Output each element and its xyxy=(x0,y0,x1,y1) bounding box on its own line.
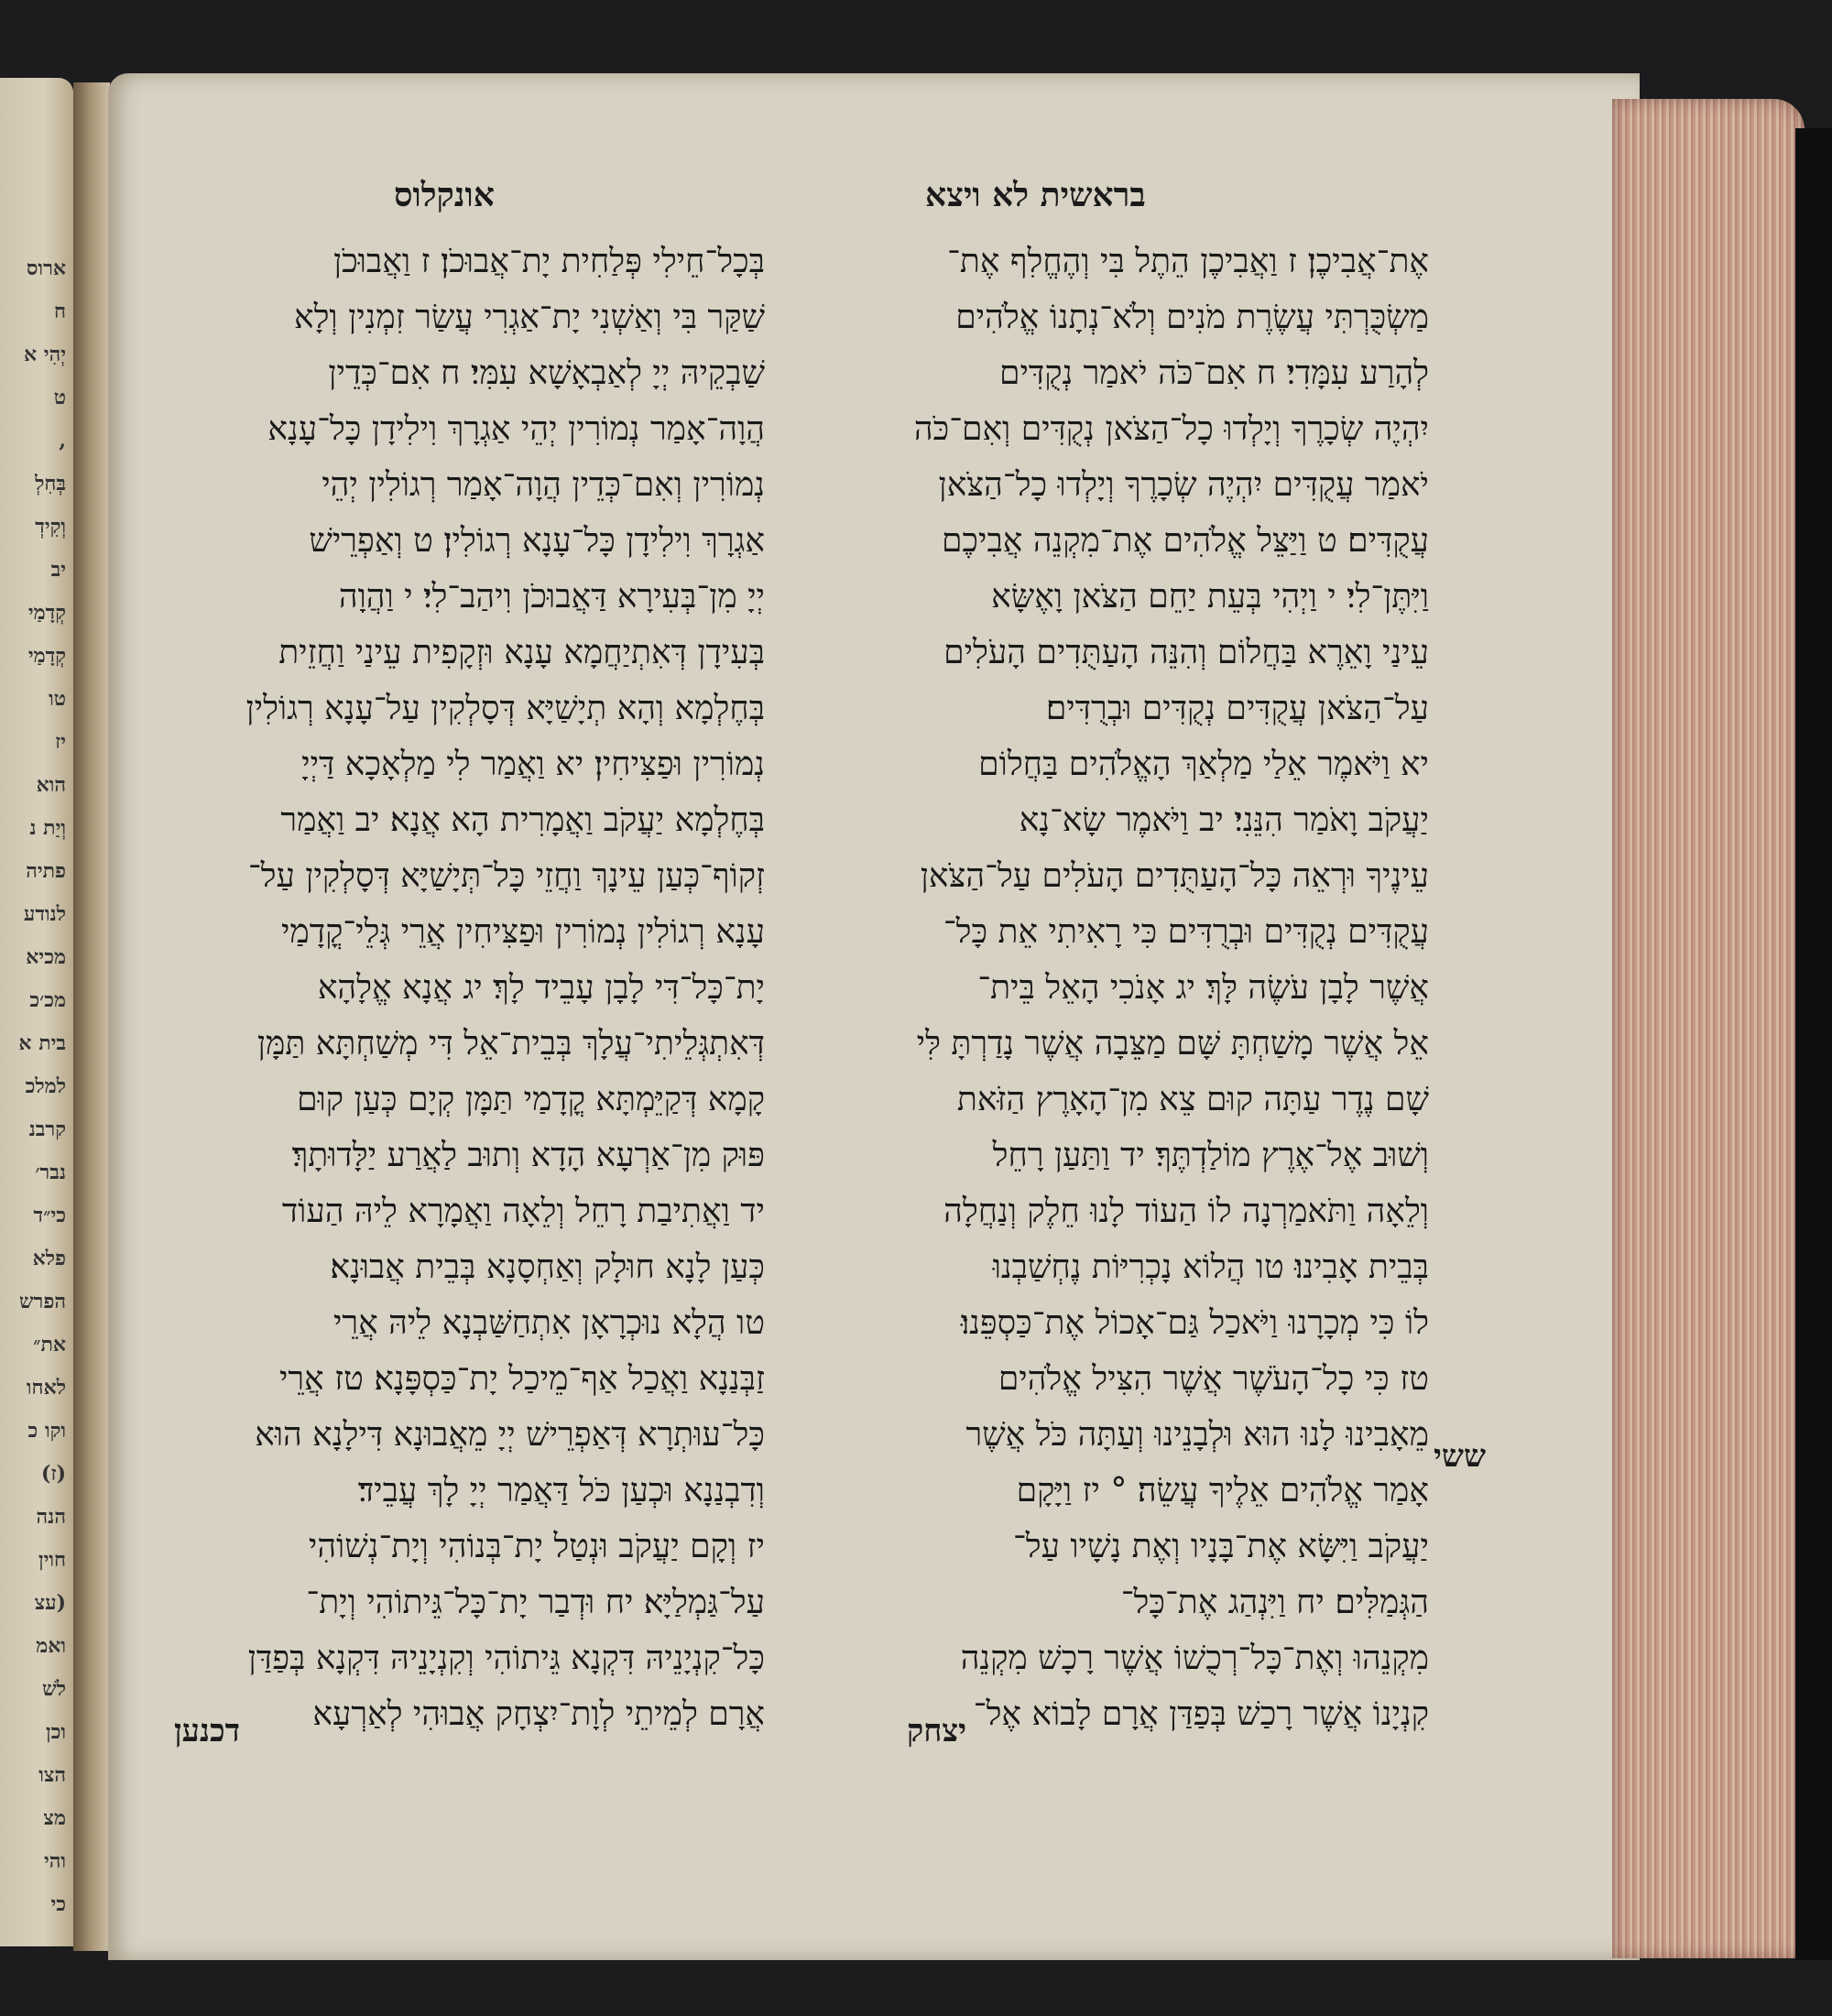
hebrew-text-line: עֲקֻדִּים׃ ט וַיַּצֵּל אֱלֹהִים אֶת־מִקְנֵה אֲבִיכֶם xyxy=(941,522,1429,560)
previous-page-fragment: כי xyxy=(50,1892,66,1916)
book-gutter xyxy=(73,82,110,1951)
aramaic-text-line: פּוּק מִן־אַרְעָא הָדָא וְתוּב לַאֲרַע יַלָּדוּתָךְ׃ xyxy=(291,1137,765,1174)
hebrew-text-line: לוֹ כִּי מְכָרָנוּ וַיֹּאכַל גַּם־אָכוֹל אֶת־כַּסְפֵּנוּ׃ xyxy=(960,1304,1429,1342)
hebrew-text-line: עֲקֻדִּים נְקֻדִּים וּבְרֻדִּים כִּי רָאִיתִי אֵת כָּל־ xyxy=(943,913,1429,951)
margin-note: ששי xyxy=(1434,1438,1487,1475)
previous-page-fragment: הפרש xyxy=(18,1290,66,1313)
aramaic-text-line: כָּל־קִנְיָנֵיהּ דִּקְנָא גֵּיתוֹהִי וְקִנְיָנֵיהּ דִּקְנָא בְּפַדַּן xyxy=(247,1640,765,1677)
hebrew-text-line: אָמַר אֱלֹהִים אֵלֶיךָ עֲשֵׂה׃ ° יז וַיָּקָם xyxy=(1016,1472,1429,1509)
previous-page-fragment: טו xyxy=(49,687,66,711)
previous-page-fragment: קְדָמַי xyxy=(27,644,66,668)
previous-page-fragment: את״ xyxy=(33,1333,66,1357)
aramaic-text-line: בְּכָל־חֵילִי פְּלַחִית יָת־אֲבוּכֹן׃ ז וַאֲבוּכֹן xyxy=(333,243,765,280)
running-header-left: אונקלוס xyxy=(394,176,495,214)
aramaic-text-line: הֲוָה־אָמַר נְמוֹרִין יְהֵי אַגְרָךְ וִילִידָן כָּל־עָנָא xyxy=(267,410,765,448)
aramaic-text-line: אֲרָם לְמֵיתֵי לְוָת־יִצְחָק אֲבוּהִי לְאַרְעָא xyxy=(312,1695,765,1733)
previous-page-fragment: למלכ xyxy=(25,1074,66,1098)
hebrew-text-line: עֵינֶיךָ וּרְאֵה כָּל־הָעַתֻּדִים הָעֹלִים עַל־הַצֹּאן xyxy=(920,857,1429,895)
hebrew-text-line: וַיִּתֶּן־לִי׃ י וַיְהִי בְּעֵת יַחֵם הַצֹּאן וָאֶשָּׂא xyxy=(991,578,1429,616)
hebrew-text-line: וְשׁוּב אֶל־אֶרֶץ מוֹלַדְתֶּךָ׃ יד וַתַּעַן רָחֵל xyxy=(992,1137,1429,1174)
previous-page-fragment: הוא xyxy=(36,773,66,797)
previous-page-fragment: פלא xyxy=(32,1247,66,1270)
aramaic-text-line: עַל־גַּמְלַיָּא׃ יח וּדְבַר יָת־כָּל־גֵּיתוֹהִי וְיָת־ xyxy=(306,1584,765,1621)
aramaic-text-line: יָת־כָּל־דִּי לָבָן עָבֵיד לָךְ׃ יג אֲנָא אֱלָהָא xyxy=(317,969,765,1007)
previous-page-fragment: וְיַת נ xyxy=(29,816,66,840)
previous-page-fragment: וקו כ xyxy=(27,1419,66,1443)
hebrew-text-line: מַשְׂכֻּרְתִּי עֲשֶׂרֶת מֹנִים וְלֹא־נְתָנוֹ אֱלֹהִים xyxy=(955,299,1429,336)
catchword-left: דכנען xyxy=(174,1713,240,1749)
aramaic-text-line: נְמוֹרִין וּפַצִּיחִין׃ יא וַאֲמַר לִי מַלְאָכָא דַּיְיָ xyxy=(301,746,765,783)
previous-page-fragment: מכיא xyxy=(26,945,66,969)
aramaic-text-line: בְּחֶלְמָא יַעֲקֹב וַאֲמָרִית הָא אֲנָא׃ יב וַאֲמַר xyxy=(280,801,765,839)
aramaic-text-line: שַׁבְקֵיהּ יְיָ לְאַבְאָשָׁא עִמִּי׃ ח אִם־כְּדֵין xyxy=(328,354,765,392)
hebrew-text-line: בְּבֵית אָבִינוּ׃ טו הֲלוֹא נָכְרִיּוֹת נֶחְשַׁבְנוּ xyxy=(992,1248,1429,1286)
previous-page-fragment: וְקִידְ xyxy=(35,515,66,539)
hebrew-text-line: קִנְיָנוֹ אֲשֶׁר רָכַשׁ בְּפַדַּן אֲרָם לָבוֹא אֶל־ xyxy=(973,1695,1429,1733)
previous-page-fragment: ואמ xyxy=(36,1634,66,1658)
hebrew-text-line: יִהְיֶה שְׂכָרֶךָ וְיָלְדוּ כָל־הַצֹּאן נְקֻדִּים וְאִם־כֹּה xyxy=(913,410,1429,448)
hebrew-text-line: עַל־הַצֹּאן עֲקֻדִּים נְקֻדִּים וּבְרֻדִּים׃ xyxy=(1045,690,1429,727)
previous-page-fragment: מכ׳כ xyxy=(29,988,66,1012)
hebrew-text-line: יא וַיֹּאמֶר אֵלַי מַלְאַךְ הָאֱלֹהִים בַּחֲלוֹם xyxy=(978,746,1429,783)
aramaic-text-line: יְיָ מִן־בְּעִירָא דַּאֲבוּכֹן וִיהַב־לִי׃ י וַהֲוָה xyxy=(338,578,765,616)
aramaic-text-line: נְמוֹרִין וְאִם־כְּדֵין הֲוָה־אָמַר רְגוֹלִין יְהֵי xyxy=(322,466,765,504)
previous-page-fragment: קְדָמַי xyxy=(27,601,66,625)
previous-page-fragment: לשׁ xyxy=(42,1677,66,1701)
aramaic-text-line: שַׁקַּר בִּי וְאַשְׁנִי יָת־אַגְרִי עֲשַׂר זִמְנִין וְלָא xyxy=(293,299,765,336)
aramaic-text-line: כְּעַן לָנָא חוּלָק וְאַחְסָנָא בְּבֵית אֲבוּנָא׃ xyxy=(330,1248,765,1286)
previous-page-fragment: ארוס xyxy=(26,256,66,280)
aramaic-text-line: וְדִבְנַנָא וּכְעַן כֹּל דַּאֲמַר יְיָ לָךְ עֲבֵיד׃ xyxy=(357,1472,765,1509)
page-block-edge xyxy=(1612,99,1805,1958)
previous-page-fragment: לנודע xyxy=(23,902,66,926)
previous-page-edge xyxy=(0,78,73,1946)
previous-page-fragment: מצ xyxy=(43,1806,66,1830)
aramaic-text-line: יז וְקָם יַעֲקֹב וּנְטַל יָת־בְּנוֹהִי וְיָת־נְשׁוֹהִי xyxy=(308,1528,765,1565)
hebrew-text-line: אֲשֶׁר לָבָן עֹשֶׂה לָּךְ׃ יג אָנֹכִי הָאֵל בֵּית־ xyxy=(977,969,1429,1007)
hebrew-text-line: מֵאָבִינוּ לָנוּ הוּא וּלְבָנֵינוּ וְעַתָּה כֹּל אֲשֶׁר xyxy=(965,1416,1429,1454)
hebrew-text-line: יֹאמַר עֲקֻדִּים יִהְיֶה שְׂכָרֶךָ וְיָלְדוּ כָל־הַצֹּאן xyxy=(938,466,1429,504)
previous-page-fragment: וכן xyxy=(46,1720,66,1744)
hebrew-text-line: אֶת־אֲבִיכֶן׃ ז וַאֲבִיכֶן הֵתֶל בִּי וְהֶחֱלִף אֶת־ xyxy=(947,243,1429,280)
previous-page-fragment: בית א xyxy=(18,1031,66,1055)
running-header-right: בראשית לא ויצא xyxy=(925,176,1146,214)
aramaic-text-line: כָּל־עוּתְרָא דְּאַפְרֵישׁ יְיָ מֵאֲבוּנָא דִּילָנָא הוּא xyxy=(255,1416,765,1454)
previous-page-fragment: יז xyxy=(55,730,66,754)
previous-page-fragment: הנה xyxy=(36,1505,66,1529)
hebrew-text-line: אֵל אֲשֶׁר מָשַׁחְתָּ שָּׁם מַצֵּבָה אֲשֶׁר נָדַרְתָּ לִּי xyxy=(916,1025,1429,1062)
previous-page-fragment: קרבנ xyxy=(28,1117,66,1141)
hebrew-text-line: יַעֲקֹב וַיִּשָּׂא אֶת־בָּנָיו וְאֶת נָשָׁיו עַל־ xyxy=(1012,1528,1429,1565)
previous-page-fragment: לאחו xyxy=(26,1376,66,1400)
aramaic-text-line: יד וַאֲתִיבַת רָחֵל וְלֵאָה וַאֲמָרָא לֵיהּ הַעוֹד xyxy=(281,1193,765,1230)
previous-page-fragment: בְּחִלְ xyxy=(35,472,66,496)
hebrew-text-line: מִקְנֵהוּ וְאֶת־כָּל־רְכֻשׁוֹ אֲשֶׁר רָכָשׁ מִקְנֵה xyxy=(960,1640,1429,1677)
previous-page-fragment: (עצ xyxy=(34,1591,66,1615)
previous-page-fragment: ח xyxy=(53,300,66,323)
previous-page-fragment: והי xyxy=(43,1849,66,1873)
hebrew-text-line: לְהָרַע עִמָּדִי׃ ח אִם־כֹּה יֹאמַר נְקֻדִּים xyxy=(998,354,1429,392)
previous-page-fragment: כי״ד xyxy=(33,1204,66,1227)
aramaic-text-line: דְּאִתְגְּלֵיתִי־עֲלָךְ בְּבֵית־אֵל דִּי מְשַׁחְתָּא תַּמָּן xyxy=(256,1025,765,1062)
aramaic-text-line: אַגְרָךְ וִילִידָן כָּל־עָנָא רְגוֹלִין׃ ט וְאַפְרֵישׁ xyxy=(309,522,765,560)
aramaic-text-line: בְּחֶלְמָא וְהָא תְיָשַׁיָּא דְּסָלְקִין עַל־עָנָא רְגוֹלִין xyxy=(245,690,765,727)
aramaic-text-line: טו הֲלָא נוּכְרָאָן אִתְחַשַּׁבְנָא לֵיהּ אֲרֵי xyxy=(333,1304,765,1342)
hebrew-text-line: שָׁם נֶדֶר עַתָּה קוּם צֵא מִן־הָאָרֶץ הַזֹּאת xyxy=(956,1081,1429,1118)
catchword-right: יצחק xyxy=(907,1713,967,1749)
background-shadow xyxy=(1795,128,1832,1960)
previous-page-fragment: , xyxy=(59,429,66,452)
previous-page-fragment: ט xyxy=(53,386,66,409)
previous-page-fragment: הצו xyxy=(38,1763,66,1787)
hebrew-text-line: הַגְּמַלִּים׃ יח וַיִּנְהַג אֶת־כָּל־ xyxy=(1120,1584,1429,1621)
previous-page-fragment: יְהִי א xyxy=(24,343,66,366)
hebrew-text-line: טז כִּי כָל־הָעֹשֶׁר אֲשֶׁר הִצִּיל אֱלֹהִים xyxy=(998,1360,1429,1398)
previous-page-fragment: נבר׳ xyxy=(35,1161,66,1184)
aramaic-text-line: קָמָא דְּקַיֵּמְתָּא קֳדָמַי תַּמָּן קְיָם כְּעַן קוּם xyxy=(297,1081,765,1118)
previous-page-fragment: יב xyxy=(50,558,66,582)
aramaic-text-line: זְקוֹף־כְּעַן עֵינָךְ וַחֲזֵי כָּל־תְּיָשַׁיָּא דְּסָלְקִין עַל־ xyxy=(247,857,765,895)
hebrew-text-line: עֵינַי וָאֵרֶא בַּחֲלוֹם וְהִנֵּה הָעַתֻּדִים הָעֹלִים xyxy=(943,634,1429,671)
aramaic-text-line: בְּעִידָן דְּאִתְיַחֲמָא עָנָא וּזְקָפִית עֵינַי וַחֲזֵית xyxy=(278,634,765,671)
hebrew-text-line: יַעֲקֹב וָאֹמַר הִנֵּנִי׃ יב וַיֹּאמֶר שָׂא־נָא xyxy=(1019,801,1429,839)
aramaic-text-line: זַבְּנַנָא וַאֲכַל אַף־מֵיכַל יָת־כַּסְפָּנָא׃ טז אֲרֵי xyxy=(278,1360,765,1398)
previous-page-fragment: חוין xyxy=(38,1548,66,1572)
previous-page-fragment: (ז) xyxy=(41,1462,66,1486)
hebrew-text-line: וְלֵאָה וַתֹּאמַרְנָה לוֹ הַעוֹד לָנוּ חֵלֶק וְנַחֲלָה xyxy=(943,1193,1429,1230)
previous-page-fragment: פתיה xyxy=(26,859,66,883)
aramaic-text-line: עָנָא רְגוֹלִין נְמוֹרִין וּפַצִּיחִין אֲרֵי גְּלֵי־קֳדָמַי xyxy=(280,913,765,951)
